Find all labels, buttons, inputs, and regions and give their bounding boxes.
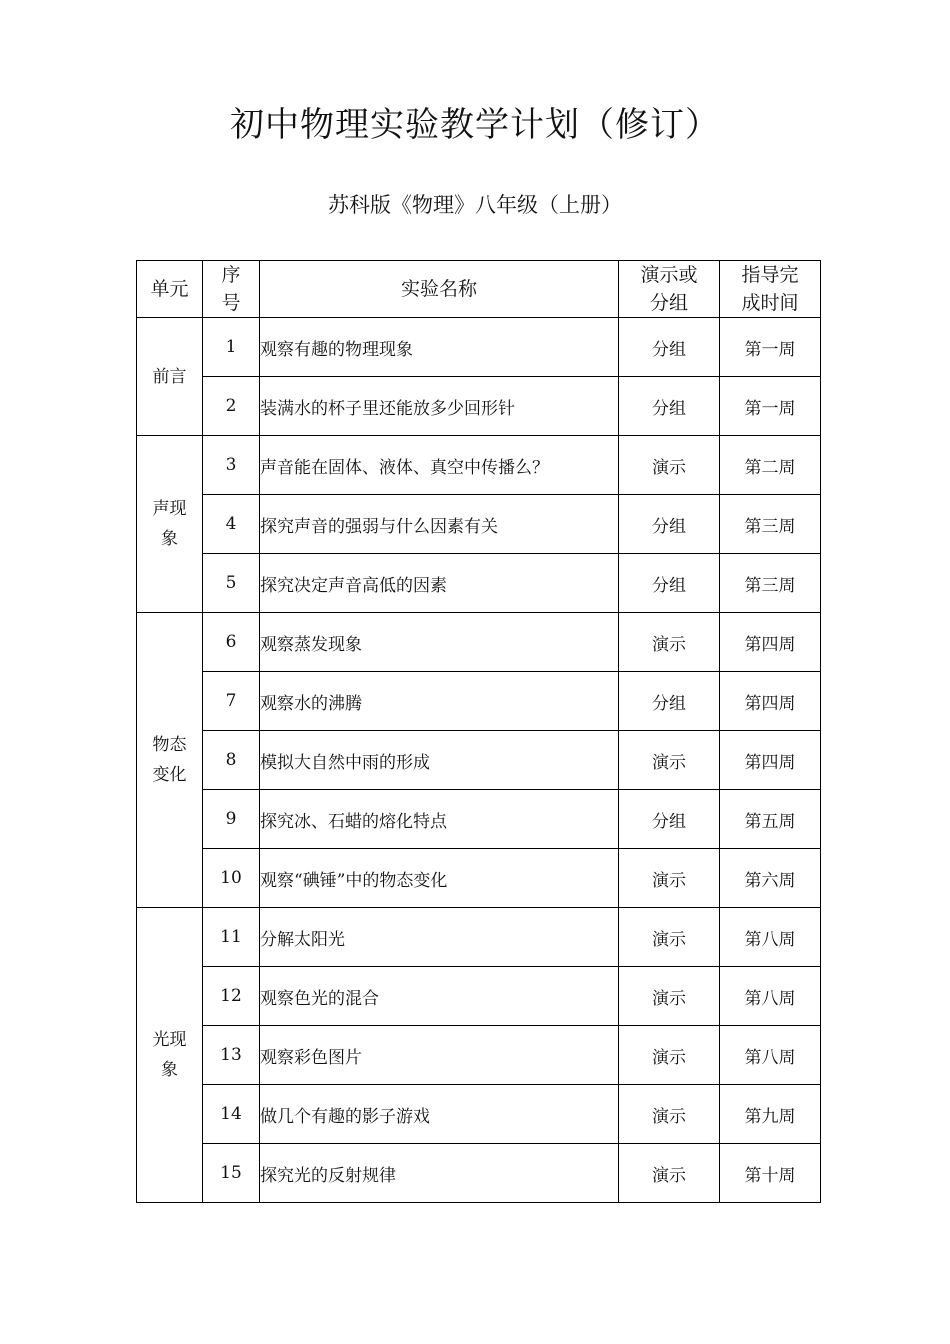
completion-week: 第三周	[720, 554, 821, 613]
row-number: 2	[203, 377, 260, 436]
row-number: 15	[203, 1144, 260, 1203]
table-row	[137, 731, 821, 790]
table-row	[137, 613, 821, 672]
completion-week: 第六周	[720, 849, 821, 908]
completion-week: 第四周	[720, 731, 821, 790]
unit-label: 物态变化	[152, 735, 187, 785]
demo-or-group: 演示	[619, 1026, 720, 1085]
row-number: 14	[203, 1085, 260, 1144]
table-row	[137, 495, 821, 554]
completion-week: 第三周	[720, 495, 821, 554]
demo-or-group: 分组	[619, 377, 720, 436]
completion-week: 第十周	[720, 1144, 821, 1203]
experiment-name: 探究光的反射规律	[260, 1144, 619, 1203]
row-number: 9	[203, 790, 260, 849]
experiment-name: 探究决定声音高低的因素	[260, 554, 619, 613]
row-number: 1	[203, 318, 260, 377]
demo-or-group: 分组	[619, 672, 720, 731]
demo-or-group: 分组	[619, 318, 720, 377]
demo-or-group: 演示	[619, 908, 720, 967]
completion-week: 第一周	[720, 377, 821, 436]
header-number: 序号	[203, 261, 260, 318]
unit-cell	[137, 613, 203, 908]
unit-cell	[137, 318, 203, 436]
unit-cell	[137, 436, 203, 613]
row-number: 8	[203, 731, 260, 790]
header-unit: 单元	[137, 261, 203, 318]
unit-cell	[137, 908, 203, 1203]
experiment-name: 探究声音的强弱与什么因素有关	[260, 495, 619, 554]
unit-label: 前言	[152, 366, 187, 387]
table-row	[137, 849, 821, 908]
demo-or-group: 演示	[619, 613, 720, 672]
demo-or-group: 演示	[619, 849, 720, 908]
table-row	[137, 1026, 821, 1085]
demo-or-group: 分组	[619, 554, 720, 613]
demo-or-group: 演示	[619, 731, 720, 790]
completion-week: 第五周	[720, 790, 821, 849]
demo-or-group: 演示	[619, 967, 720, 1026]
document-title: 初中物理实验教学计划（修订）	[230, 105, 720, 145]
table-header-row	[137, 261, 821, 318]
demo-or-group: 演示	[619, 1085, 720, 1144]
experiment-plan-table	[136, 260, 821, 1203]
completion-week: 第八周	[720, 967, 821, 1026]
experiment-name: 分解太阳光	[260, 908, 619, 967]
row-number: 12	[203, 967, 260, 1026]
experiment-name: 观察水的沸腾	[260, 672, 619, 731]
row-number: 5	[203, 554, 260, 613]
completion-week: 第九周	[720, 1085, 821, 1144]
completion-week: 第四周	[720, 672, 821, 731]
row-number: 13	[203, 1026, 260, 1085]
row-number: 7	[203, 672, 260, 731]
experiment-name: 模拟大自然中雨的形成	[260, 731, 619, 790]
completion-week: 第二周	[720, 436, 821, 495]
header-week: 指导完成时间	[720, 261, 821, 318]
table-row	[137, 1085, 821, 1144]
table-row	[137, 1144, 821, 1203]
table-row	[137, 377, 821, 436]
experiment-name: 装满水的杯子里还能放多少回形针	[260, 377, 619, 436]
unit-label: 光现象	[152, 1030, 187, 1080]
row-number: 3	[203, 436, 260, 495]
unit-label: 声现象	[152, 499, 187, 549]
completion-week: 第八周	[720, 1026, 821, 1085]
experiment-name: 观察“碘锤”中的物态变化	[260, 849, 619, 908]
experiment-name: 观察蒸发现象	[260, 613, 619, 672]
demo-or-group: 演示	[619, 436, 720, 495]
row-number: 10	[203, 849, 260, 908]
row-number: 4	[203, 495, 260, 554]
experiment-name: 声音能在固体、液体、真空中传播么？	[260, 436, 619, 495]
experiment-name: 观察有趣的物理现象	[260, 318, 619, 377]
experiment-name: 观察彩色图片	[260, 1026, 619, 1085]
table-row	[137, 908, 821, 967]
completion-week: 第四周	[720, 613, 821, 672]
demo-or-group: 分组	[619, 495, 720, 554]
row-number: 6	[203, 613, 260, 672]
completion-week: 第八周	[720, 908, 821, 967]
completion-week: 第一周	[720, 318, 821, 377]
row-number: 11	[203, 908, 260, 967]
table-row	[137, 967, 821, 1026]
document-subtitle: 苏科版《物理》八年级（上册）	[328, 193, 622, 217]
table-row	[137, 436, 821, 495]
header-name: 实验名称	[260, 261, 619, 318]
experiment-name: 观察色光的混合	[260, 967, 619, 1026]
table-row	[137, 790, 821, 849]
demo-or-group: 演示	[619, 1144, 720, 1203]
demo-or-group: 分组	[619, 790, 720, 849]
table-row	[137, 318, 821, 377]
experiment-name: 探究冰、石蜡的熔化特点	[260, 790, 619, 849]
table-row	[137, 672, 821, 731]
experiment-name: 做几个有趣的影子游戏	[260, 1085, 619, 1144]
table-row	[137, 554, 821, 613]
header-type: 演示或分组	[619, 261, 720, 318]
